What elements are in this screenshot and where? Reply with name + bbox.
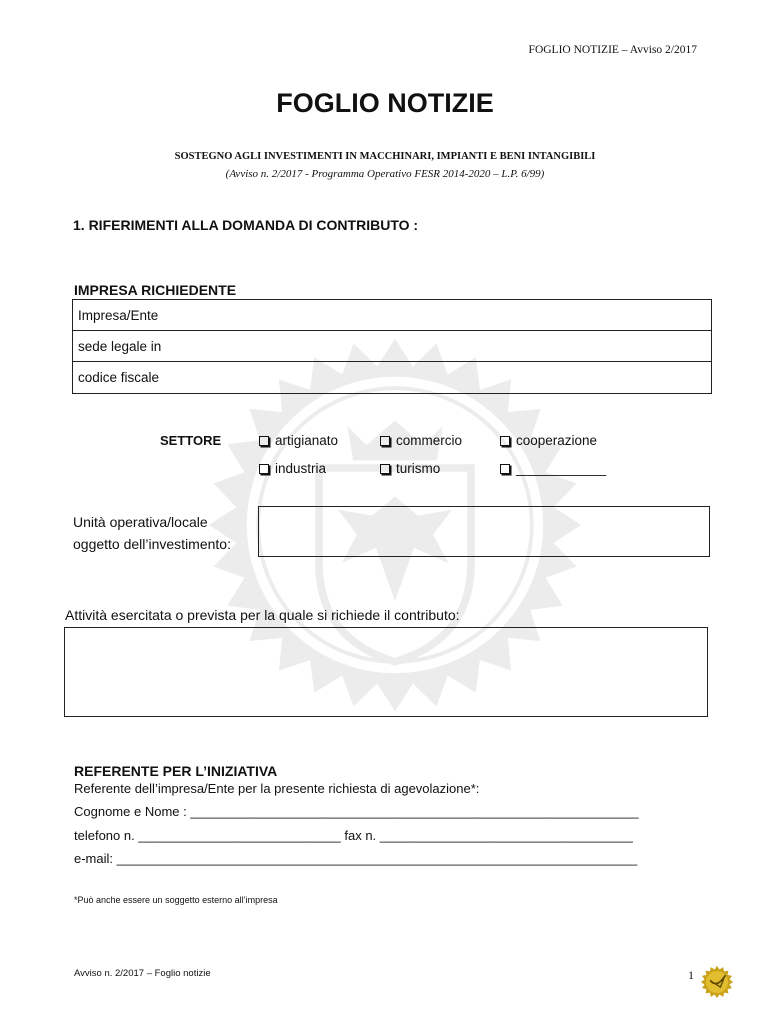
document-subtitle-programme: (Avviso n. 2/2017 - Programma Operativo FESR 2014-2020 – L.P. 6/99): [225, 168, 545, 180]
checkbox-icon[interactable]: [380, 436, 390, 446]
checkbox-icon[interactable]: [500, 464, 510, 474]
settore-option-artigianato[interactable]: [259, 433, 338, 448]
seal-logo-icon: [700, 965, 734, 999]
impresa-table: [72, 299, 712, 394]
checkbox-icon[interactable]: [380, 464, 390, 474]
sede-legale-field[interactable]: [73, 331, 711, 362]
impresa-heading: IMPRESA RICHIEDENTE: [74, 282, 237, 298]
option-label: commercio: [396, 433, 463, 448]
checkbox-icon[interactable]: [259, 436, 269, 446]
attivita-label: Attività esercitata o prevista per la quale si richiede il contributo:: [65, 607, 460, 623]
checkbox-icon[interactable]: [500, 436, 510, 446]
settore-option-turismo[interactable]: [380, 461, 440, 476]
option-label: turismo: [396, 461, 441, 476]
settore-option-commercio[interactable]: [380, 433, 462, 448]
impresa-ente-field[interactable]: [73, 300, 711, 331]
telefono-fax-field[interactable]: telefono n. ____________________________ fax n. ___________________________________: [74, 828, 633, 843]
section-1-title: 1. RIFERIMENTI ALLA DOMANDA DI CONTRIBUTO :: [73, 217, 419, 233]
referente-subtitle: Referente dell’impresa/Ente per la presente richiesta di agevolazione*:: [74, 781, 480, 796]
field-label: codice fiscale: [78, 370, 160, 385]
settore-label: SETTORE: [160, 433, 222, 448]
email-field[interactable]: e-mail: ________________________________________________________________________: [74, 851, 638, 866]
checkbox-icon[interactable]: [259, 464, 269, 474]
field-label: Impresa/Ente: [78, 307, 159, 323]
option-label: ____________: [516, 461, 607, 476]
unita-operativa-field[interactable]: [258, 506, 710, 557]
option-label: artigianato: [275, 433, 339, 448]
footer-reference: Avviso n. 2/2017 – Foglio notizie: [74, 968, 211, 979]
page-number: 1: [688, 968, 694, 982]
settore-option-altro[interactable]: [500, 461, 606, 476]
unita-label-line2: oggetto dell’investimento:: [73, 536, 231, 552]
codice-fiscale-field[interactable]: [73, 362, 711, 393]
settore-option-industria[interactable]: [259, 461, 326, 476]
referente-heading: REFERENTE PER L’INIZIATIVA: [74, 763, 278, 779]
option-label: cooperazione: [516, 433, 598, 448]
unita-operativa-label: [73, 511, 231, 555]
document-subtitle: SOSTEGNO AGLI INVESTIMENTI IN MACCHINARI, IMPIANTI E BENI INTANGIBILI: [174, 151, 596, 162]
field-label: sede legale in: [78, 338, 162, 354]
document-title: FOGLIO NOTIZIE: [276, 88, 494, 118]
footnote: *Può anche essere un soggetto esterno all’impresa: [74, 895, 278, 905]
settore-option-cooperazione[interactable]: [500, 433, 597, 448]
attivita-field[interactable]: [64, 627, 708, 717]
unita-label-line1: Unità operativa/locale: [73, 514, 208, 530]
header-reference: FOGLIO NOTIZIE – Avviso 2/2017: [528, 44, 697, 56]
option-label: industria: [275, 461, 327, 476]
cognome-nome-field[interactable]: Cognome e Nome : ______________________________________________________________: [74, 804, 639, 819]
